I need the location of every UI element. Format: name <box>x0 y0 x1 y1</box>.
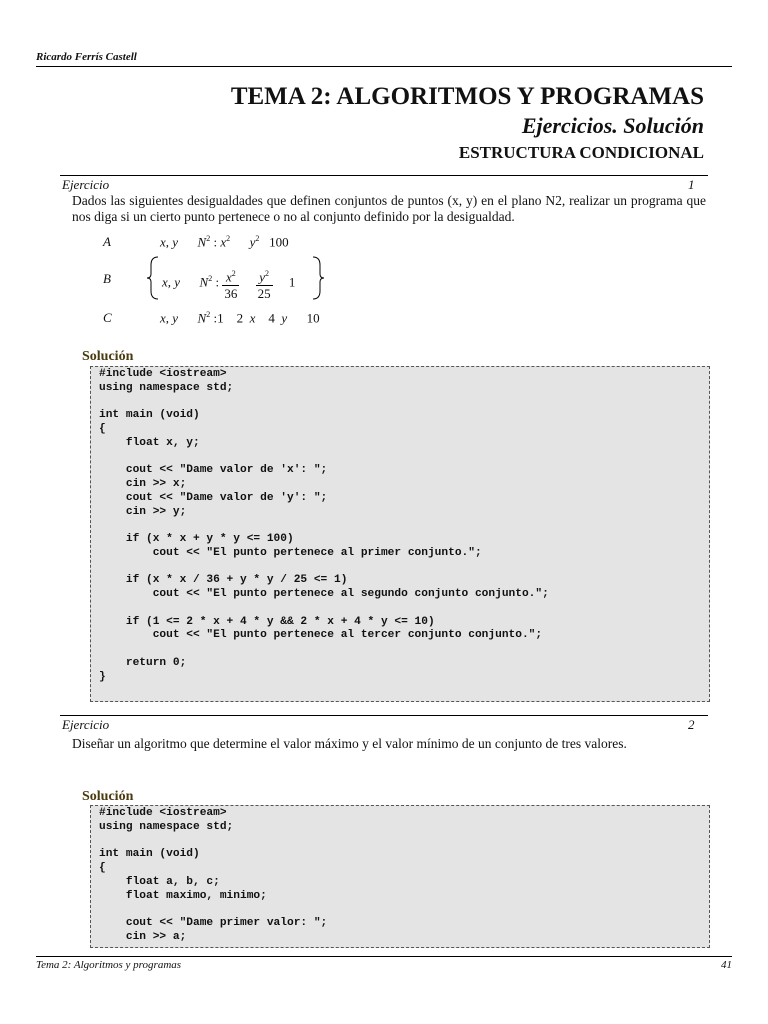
solution-2-label: Solución <box>82 789 134 804</box>
exercise-1-rule <box>60 175 708 176</box>
title-block <box>231 82 704 164</box>
code-block-2 <box>90 805 710 948</box>
page-title: TEMA 2: ALGORITMOS Y PROGRAMAS <box>230 83 704 110</box>
exercise-2-number: 2 <box>688 717 695 732</box>
set-c-definition: x, y $N^2$ :1 2 x 4 y 10 <box>160 310 320 326</box>
header-rule <box>36 66 732 67</box>
left-brace-icon <box>146 255 160 301</box>
page-subtitle: Ejercicios. Solución <box>521 113 704 138</box>
set-b-definition: x, y $N^2$ : $\frac{x^2}{36}$ $\frac{y^2}{25}$ 1 <box>162 264 295 294</box>
code-block-1 <box>90 366 710 702</box>
set-b-name: B <box>103 271 111 286</box>
code-1-text: #include <iostream> using namespace std; int main (void) { float x, y; cout << "Dame valor de 'x': "; cin >> x; cout << "Dame valor de 'y': "; cin >> y; if (x * x + y * y <= 100) cout << "El punto pertenece al primer conjunto."; if (x * x / 36 + y * y / 25 <= 1) cout << "El punto pertenece al segundo conjunto conjunto."; if (1 <= 2 * x + 4 * y && 2 * x + 4 * y <= 10) cout << "El punto pertenece al tercer conjunto conjunto."; return 0; } <box>99 368 549 683</box>
page-header-author: Ricardo Ferrís Castell <box>36 51 137 63</box>
page-number: 41 <box>721 959 732 971</box>
set-a-name: A <box>103 234 111 249</box>
set-a-definition: x, y $N^2$ : $x^2$ $y^2$ 100 <box>160 234 289 250</box>
code-2-text: #include <iostream> using namespace std; int main (void) { float a, b, c; float maximo, minimo; cout << "Dame primer valor: "; cin >> a; <box>99 807 328 943</box>
set-c-name: C <box>103 310 112 325</box>
exercise-2-statement: Diseñar un algoritmo que determine el valor máximo y el valor mínimo de un conjunto de tres valores. <box>72 736 627 751</box>
exercise-2-label: Ejercicio <box>62 717 110 732</box>
footer-title: Tema 2: Algoritmos y programas <box>36 959 182 971</box>
section-heading: ESTRUCTURA CONDICIONAL <box>458 143 704 162</box>
exercise-1-label: Ejercicio <box>62 177 110 192</box>
footer-rule <box>36 956 732 957</box>
exercise-2-rule <box>60 715 708 716</box>
exercise-1-number: 1 <box>688 177 695 192</box>
right-brace-icon <box>311 255 325 301</box>
solution-1-label: Solución <box>82 349 134 364</box>
exercise-1-statement: Dados las siguientes desigualdades que definen conjuntos de puntos (x, y) en el plano N2, realizar un programa que nos diga si un cierto punto pertenece o no al conjunto definido por la desigualdad. <box>72 193 706 224</box>
